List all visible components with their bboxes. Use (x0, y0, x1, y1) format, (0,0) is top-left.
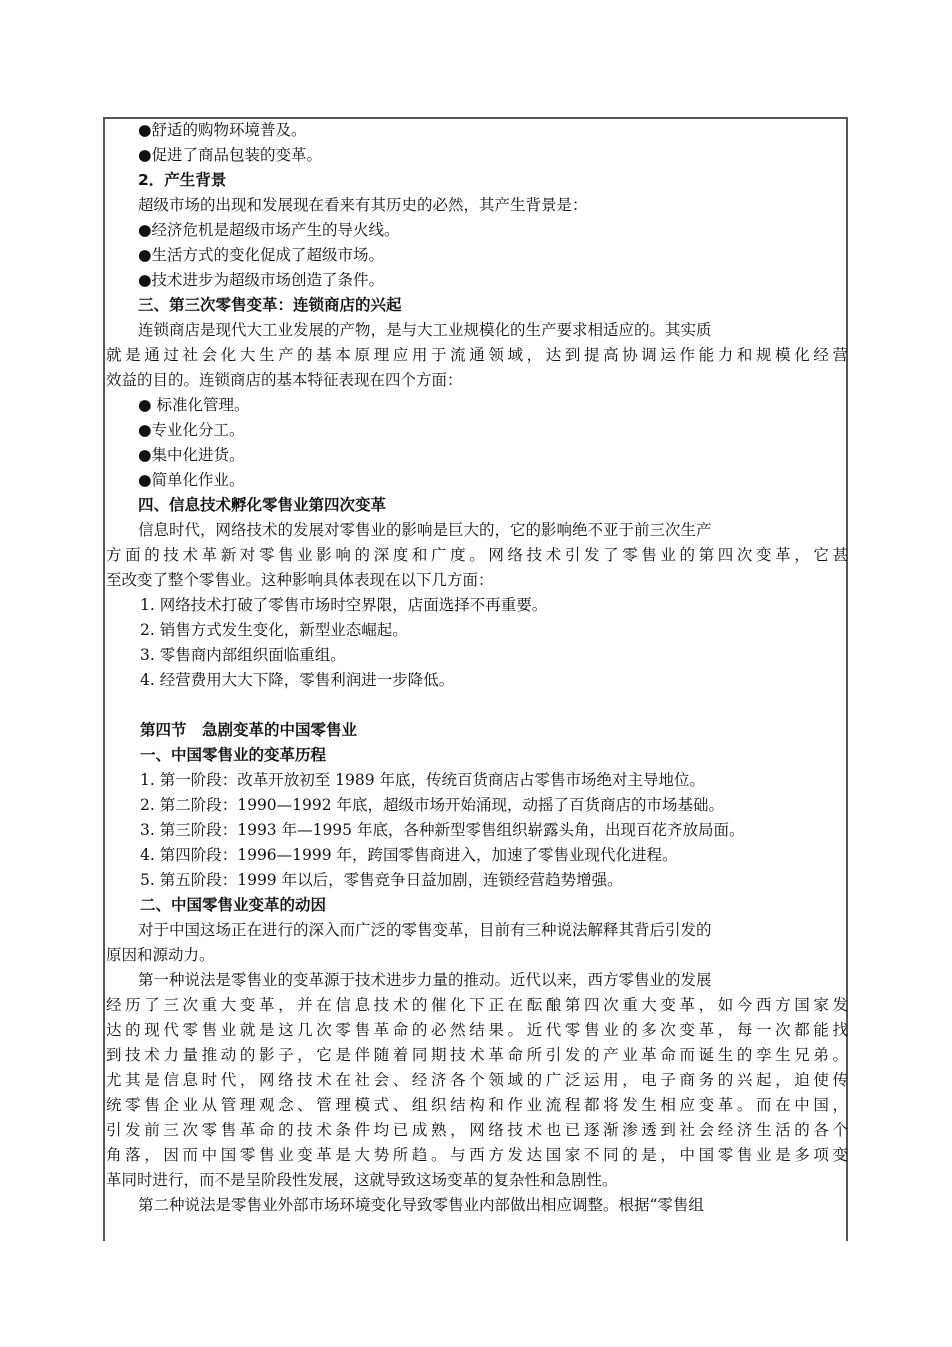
paragraph-line: 第二种说法是零售业外部市场环境变化导致零售业内部做出相应调整。根据“零售组 (138, 1196, 704, 1214)
bullet-item: ●促进了商品包装的变革。 (138, 146, 323, 164)
bullet-item: ●技术进步为超级市场创造了条件。 (138, 271, 385, 289)
list-item: 4. 经营费用大大下降，零售利润进一步降低。 (140, 671, 455, 689)
bullet-item: ●简单化作业。 (138, 471, 245, 489)
paragraph-line: 就是通过社会化大生产的基本原理应用于流通领域，达到提高协调运作能力和规模化经营 (106, 346, 848, 364)
chapter-section-title: 第四节 急剧变革的中国零售业 (140, 721, 358, 739)
paragraph-line: 连锁商店是现代大工业发展的产物，是与大工业规模化的生产要求相适应的。其实质 (138, 321, 712, 339)
list-item: 1. 网络技术打破了零售市场时空界限，店面选择不再重要。 (140, 596, 548, 614)
paragraph-line: 经历了三次重大变革，并在信息技术的催化下正在酝酿第四次重大变革，如今西方国家发 (106, 996, 848, 1014)
paragraph-line: 革同时进行，而不是呈阶段性发展，这就导致这场变革的复杂性和急剧性。 (106, 1171, 618, 1189)
list-item: 4. 第四阶段：1996—1999 年，跨国零售商进入，加速了零售业现代化进程。 (140, 846, 678, 864)
paragraph-line: 方面的技术革新对零售业影响的深度和广度。网络技术引发了零售业的第四次变革，它甚 (106, 546, 848, 564)
paragraph-line: 原因和源动力。 (106, 946, 215, 964)
bullet-item: ●专业化分工。 (138, 421, 245, 439)
paragraph-line: 到技术力量推动的影子，它是伴随着同期技术革命所引发的产业革命而诞生的孪生兄弟。 (106, 1046, 848, 1064)
section-heading: 四、信息技术孵化零售业第四次变革 (138, 496, 387, 514)
list-item: 2. 第二阶段：1990—1992 年底，超级市场开始涌现，动摇了百货商店的市场基础。 (140, 796, 725, 814)
section-heading: 一、中国零售业的变革历程 (140, 746, 327, 764)
bullet-item: ●经济危机是超级市场产生的导火线。 (138, 221, 400, 239)
list-item: 3. 第三阶段：1993 年—1995 年底，各种新型零售组织崭露头角，出现百花齐放局面。 (140, 821, 745, 839)
paragraph-line: 至改变了整个零售业。这种影响具体表现在以下几方面： (106, 571, 494, 589)
list-item: 3. 零售商内部组织面临重组。 (140, 646, 346, 664)
paragraph-line: 对于中国这场正在进行的深入而广泛的零售变革，目前有三种说法解释其背后引发的 (138, 921, 712, 939)
paragraph-line: 角落，因而中国零售业变革是大势所趋。与西方发达国家不同的是，中国零售业是多项变 (106, 1146, 848, 1164)
section-heading: 二、中国零售业变革的动因 (140, 896, 327, 914)
paragraph-line: 尤其是信息时代，网络技术在社会、经济各个领域的广泛运用，电子商务的兴起，迫使传 (106, 1071, 848, 1089)
paragraph-line: 超级市场的出现和发展现在看来有其历史的必然，其产生背景是： (138, 196, 588, 214)
bullet-item: ● 标准化管理。 (138, 396, 250, 414)
paragraph-line: 达的现代零售业就是这几次零售革命的必然结果。近代零售业的多次变革，每一次都能找 (106, 1021, 848, 1039)
subheading: 2．产生背景 (138, 171, 227, 189)
paragraph-line: 统零售企业从管理观念、管理模式、组织结构和作业流程都将发生相应变革。而在中国， (106, 1096, 848, 1114)
bullet-item: ●舒适的购物环境普及。 (138, 121, 307, 139)
list-item: 1. 第一阶段：改革开放初至 1989 年底，传统百货商店占零售市场绝对主导地位。 (140, 771, 706, 789)
bullet-item: ●集中化进货。 (138, 446, 245, 464)
section-heading: 三、第三次零售变革：连锁商店的兴起 (138, 296, 402, 314)
list-item: 5. 第五阶段：1999 年以后，零售竞争日益加剧，连锁经营趋势增强。 (140, 871, 623, 889)
bullet-item: ●生活方式的变化促成了超级市场。 (138, 246, 385, 264)
paragraph-line: 效益的目的。连锁商店的基本特征表现在四个方面： (106, 371, 463, 389)
paragraph-line: 第一种说法是零售业的变革源于技术进步力量的推动。近代以来，西方零售业的发展 (138, 971, 712, 989)
paragraph-line: 引发前三次零售革命的技术条件均已成熟，网络技术也已逐渐渗透到社会经济生活的各个 (106, 1121, 848, 1139)
paragraph-line: 信息时代，网络技术的发展对零售业的影响是巨大的，它的影响绝不亚于前三次生产 (138, 521, 712, 539)
list-item: 2. 销售方式发生变化，新型业态崛起。 (140, 621, 408, 639)
